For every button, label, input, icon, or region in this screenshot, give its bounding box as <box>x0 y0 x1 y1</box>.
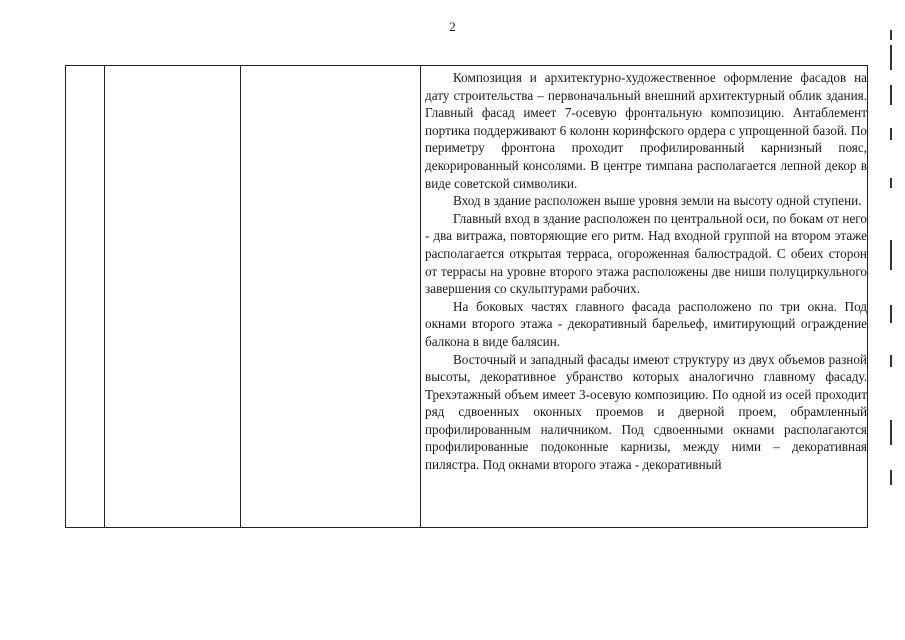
paragraph-main-entrance: Главный вход в здание расположен по центральной оси, по бокам от него - два витража, повторяющие его ритм. Над входной группой на втором этаже располагается открытая терраса, огороженная балюстрадой. С обеих сторон от террасы на уровне второго этажа расположены две ниши полуциркульного завершения со скульптурами рабочих. <box>425 210 867 297</box>
scan-edge-mark <box>890 30 892 40</box>
page-number: 2 <box>449 19 456 34</box>
description-table <box>65 65 868 528</box>
scan-edge-mark <box>890 45 892 70</box>
scan-edge-mark <box>890 128 892 140</box>
scan-edge-mark <box>890 355 892 367</box>
paragraph-side-windows: На боковых частях главного фасада расположено по три окна. Под окнами второго этажа - декоративный барельеф, имитирующий ограждение балкона в виде балясин. <box>425 298 867 349</box>
paragraph-east-west-facades: Восточный и западный фасады имеют структуру из двух объемов разной высоты, декоративное убранство которых аналогично главному фасаду. Трехэтажный объем имеет 3-осевую композицию. По одной из осей проходит ряд сдвоенных оконных проемов и дверной проем, обрамленный профилированным наличником. Под сдвоенными окнами располагаются профилированные подоконные карнизы, между ними – декоративная пилястра. Под окнами второго этажа - декоративный <box>425 351 867 473</box>
scan-edge-mark <box>890 178 892 188</box>
scan-edge-mark <box>890 305 892 323</box>
table-column-divider <box>104 66 105 527</box>
paragraph-entrance-level: Вход в здание расположен выше уровня земли на высоту одной ступени. <box>453 193 862 209</box>
description-text-cell <box>425 69 867 474</box>
scan-edge-mark <box>890 240 892 270</box>
scan-edge-mark <box>890 85 892 105</box>
table-column-divider <box>420 66 421 527</box>
scan-edge-mark <box>890 470 892 485</box>
scan-edge-mark <box>890 420 892 445</box>
table-column-divider <box>240 66 241 527</box>
paragraph-facade-composition: Композиция и архитектурно-художественное оформление фасадов на дату строительства – первоначальный внешний архитектурный облик здания. Главный фасад имеет 7-осевую фронтальную композицию. Антаблемент портика поддерживают 6 колонн коринфского ордера с упрощенной базой. По периметру фронтона проходит профилированный карнизный пояс, декорированный консолями. В центре тимпана располагается лепной декор в виде советской символики. <box>425 70 867 191</box>
